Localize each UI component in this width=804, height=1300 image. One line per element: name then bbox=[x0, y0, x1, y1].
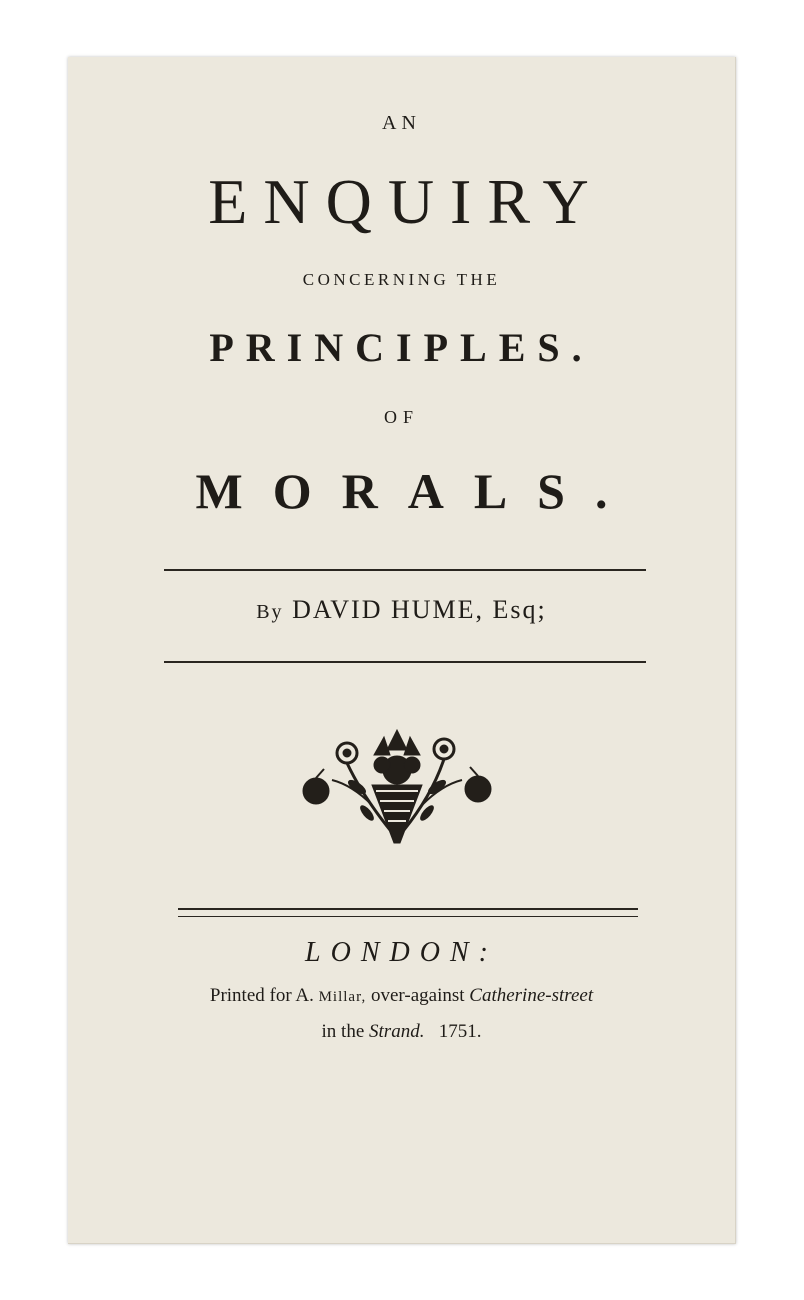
title-line-enquiry: ENQUIRY bbox=[208, 166, 605, 237]
imprint-over-against: over-against bbox=[371, 985, 465, 1006]
title-line-an: AN bbox=[382, 112, 421, 134]
title-page bbox=[68, 57, 736, 1244]
imprint-in-the: in the bbox=[321, 1021, 365, 1042]
rule-divider bbox=[164, 661, 646, 663]
imprint-city: LONDON: bbox=[305, 937, 498, 968]
flower-basket-ornament-icon bbox=[302, 725, 492, 850]
byline-by: By bbox=[256, 601, 284, 623]
byline-author: DAVID HUME, Esq; bbox=[292, 595, 547, 624]
title-line-of: OF bbox=[383, 407, 419, 427]
rule-divider bbox=[164, 569, 646, 571]
imprint-street: Catherine-street bbox=[469, 985, 594, 1006]
double-rule-bottom bbox=[178, 916, 638, 917]
title-line-concerning: CONCERNING THE bbox=[302, 270, 501, 289]
title-line-morals: MORALS. bbox=[195, 463, 638, 519]
imprint-location-line bbox=[68, 1021, 735, 1043]
imprint-printer-line bbox=[68, 985, 735, 1007]
title-line-principles: PRINCIPLES. bbox=[209, 325, 594, 370]
imprint-year: 1751. bbox=[438, 1021, 482, 1042]
imprint-publisher: Millar, bbox=[318, 989, 367, 1005]
imprint-strand: Strand. bbox=[369, 1021, 425, 1042]
imprint-printed-for: Printed for A. bbox=[209, 985, 314, 1006]
double-rule-top bbox=[178, 908, 638, 910]
author-byline bbox=[68, 595, 735, 625]
